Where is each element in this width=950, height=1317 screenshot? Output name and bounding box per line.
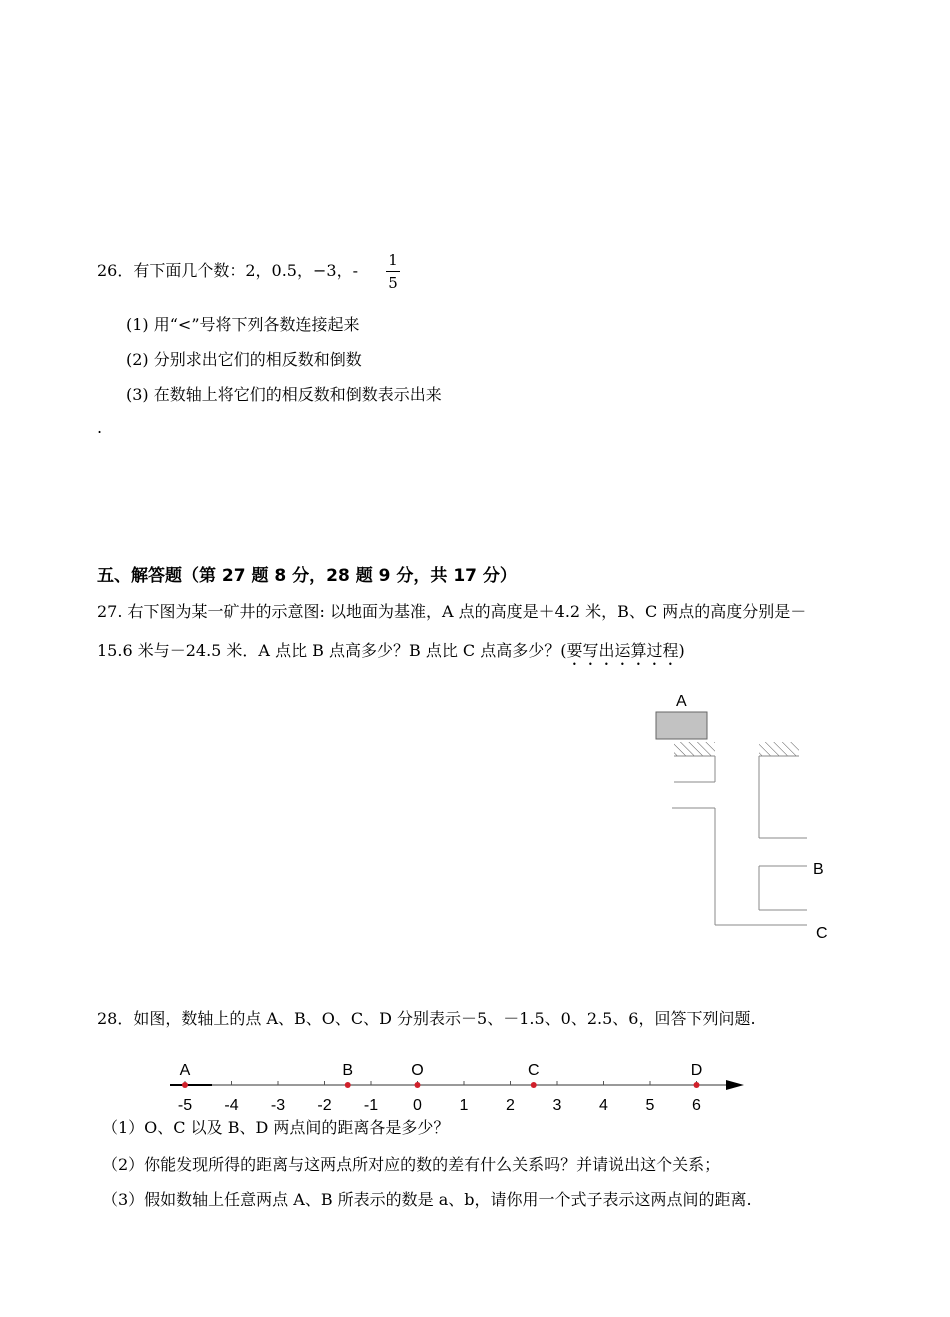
number-line-axis [170,1080,744,1090]
point-label: A [179,1062,191,1079]
point-marker [694,1082,700,1088]
shaft-label-b: B [813,861,824,878]
tick-label: -4 [224,1097,239,1114]
tick-label: 3 [552,1097,562,1114]
number-line-ticks [178,1081,701,1114]
q26-item-1: (1) 用“<”号将下列各数连接起来 [126,315,360,334]
tick-label: 2 [506,1097,515,1114]
point-label: B [342,1062,354,1079]
shaft-label-c: C [816,925,828,942]
tick-label: -5 [177,1097,193,1114]
point-label: D [690,1062,703,1079]
section-title: 五、解答题（第 27 题 8 分，28 题 9 分，共 17 分） [97,566,517,586]
ground-hatch-right [759,742,799,756]
point-marker [345,1082,351,1088]
point-marker [415,1082,421,1088]
point-marker [182,1082,188,1088]
q28-item-2: （2）你能发现所得的距离与这两点所对应的数的差有什么关系吗？并请说出这个关系； [102,1155,721,1174]
number-line-points [180,1062,703,1088]
tick-label: -1 [363,1097,379,1114]
axis-arrow-icon [726,1080,744,1090]
tick-label: 1 [459,1097,469,1114]
shaft-label-a: A [676,693,687,710]
point-a-block [656,712,707,739]
tick-label: -2 [317,1097,332,1114]
tick-label: 5 [645,1097,655,1114]
tick-label: 4 [599,1097,608,1114]
q28-stem: 28．如图，数轴上的点 A、B、O、C、D 分别表示－5、－1.5、0、2.5、6，回答下列问题. [97,1009,756,1028]
q27-emphasis: 要写出运算过程 [566,641,679,660]
q28-item-3: （3）假如数轴上任意两点 A、B 所表示的数是 a、b，请你用一个式子表示这两点间的距离. [102,1190,752,1209]
fraction-numerator: 1 [388,251,398,269]
tick-label: -3 [270,1097,286,1114]
q27-line-2-post: ) [678,641,685,660]
q26-item-2: (2) 分别求出它们的相反数和倒数 [126,350,362,369]
q28-item-1: （1）O、C 以及 B、D 两点间的距离各是多少？ [102,1118,450,1137]
q26-stem: 26．有下面几个数：2，0.5，−3，- [97,261,358,280]
q26-item-3: (3) 在数轴上将它们的相反数和倒数表示出来 [126,385,442,404]
point-label: O [411,1062,424,1079]
mine-shaft-figure [640,685,840,950]
point-label: C [527,1062,540,1079]
ground-hatch-left [674,742,715,756]
tick-label: 0 [413,1097,422,1114]
fraction-denominator: 5 [388,274,398,292]
q27-line-2 [97,638,685,669]
point-marker [531,1082,537,1088]
q27-line-1: 27. 右下图为某一矿井的示意图: 以地面为基准，A 点的高度是＋4.2 米，B、C 两点的高度分别是－ [97,602,807,621]
tick-label: 6 [692,1097,701,1114]
q27-line-2-pre: 15.6 米与－24.5 米．A 点比 B 点高多少？B 点比 C 点高多少？( [97,641,567,660]
q26-fraction [386,250,400,293]
fraction-bar [386,271,400,272]
q26-trailing-dot: . [97,418,103,437]
number-line [160,1055,760,1115]
